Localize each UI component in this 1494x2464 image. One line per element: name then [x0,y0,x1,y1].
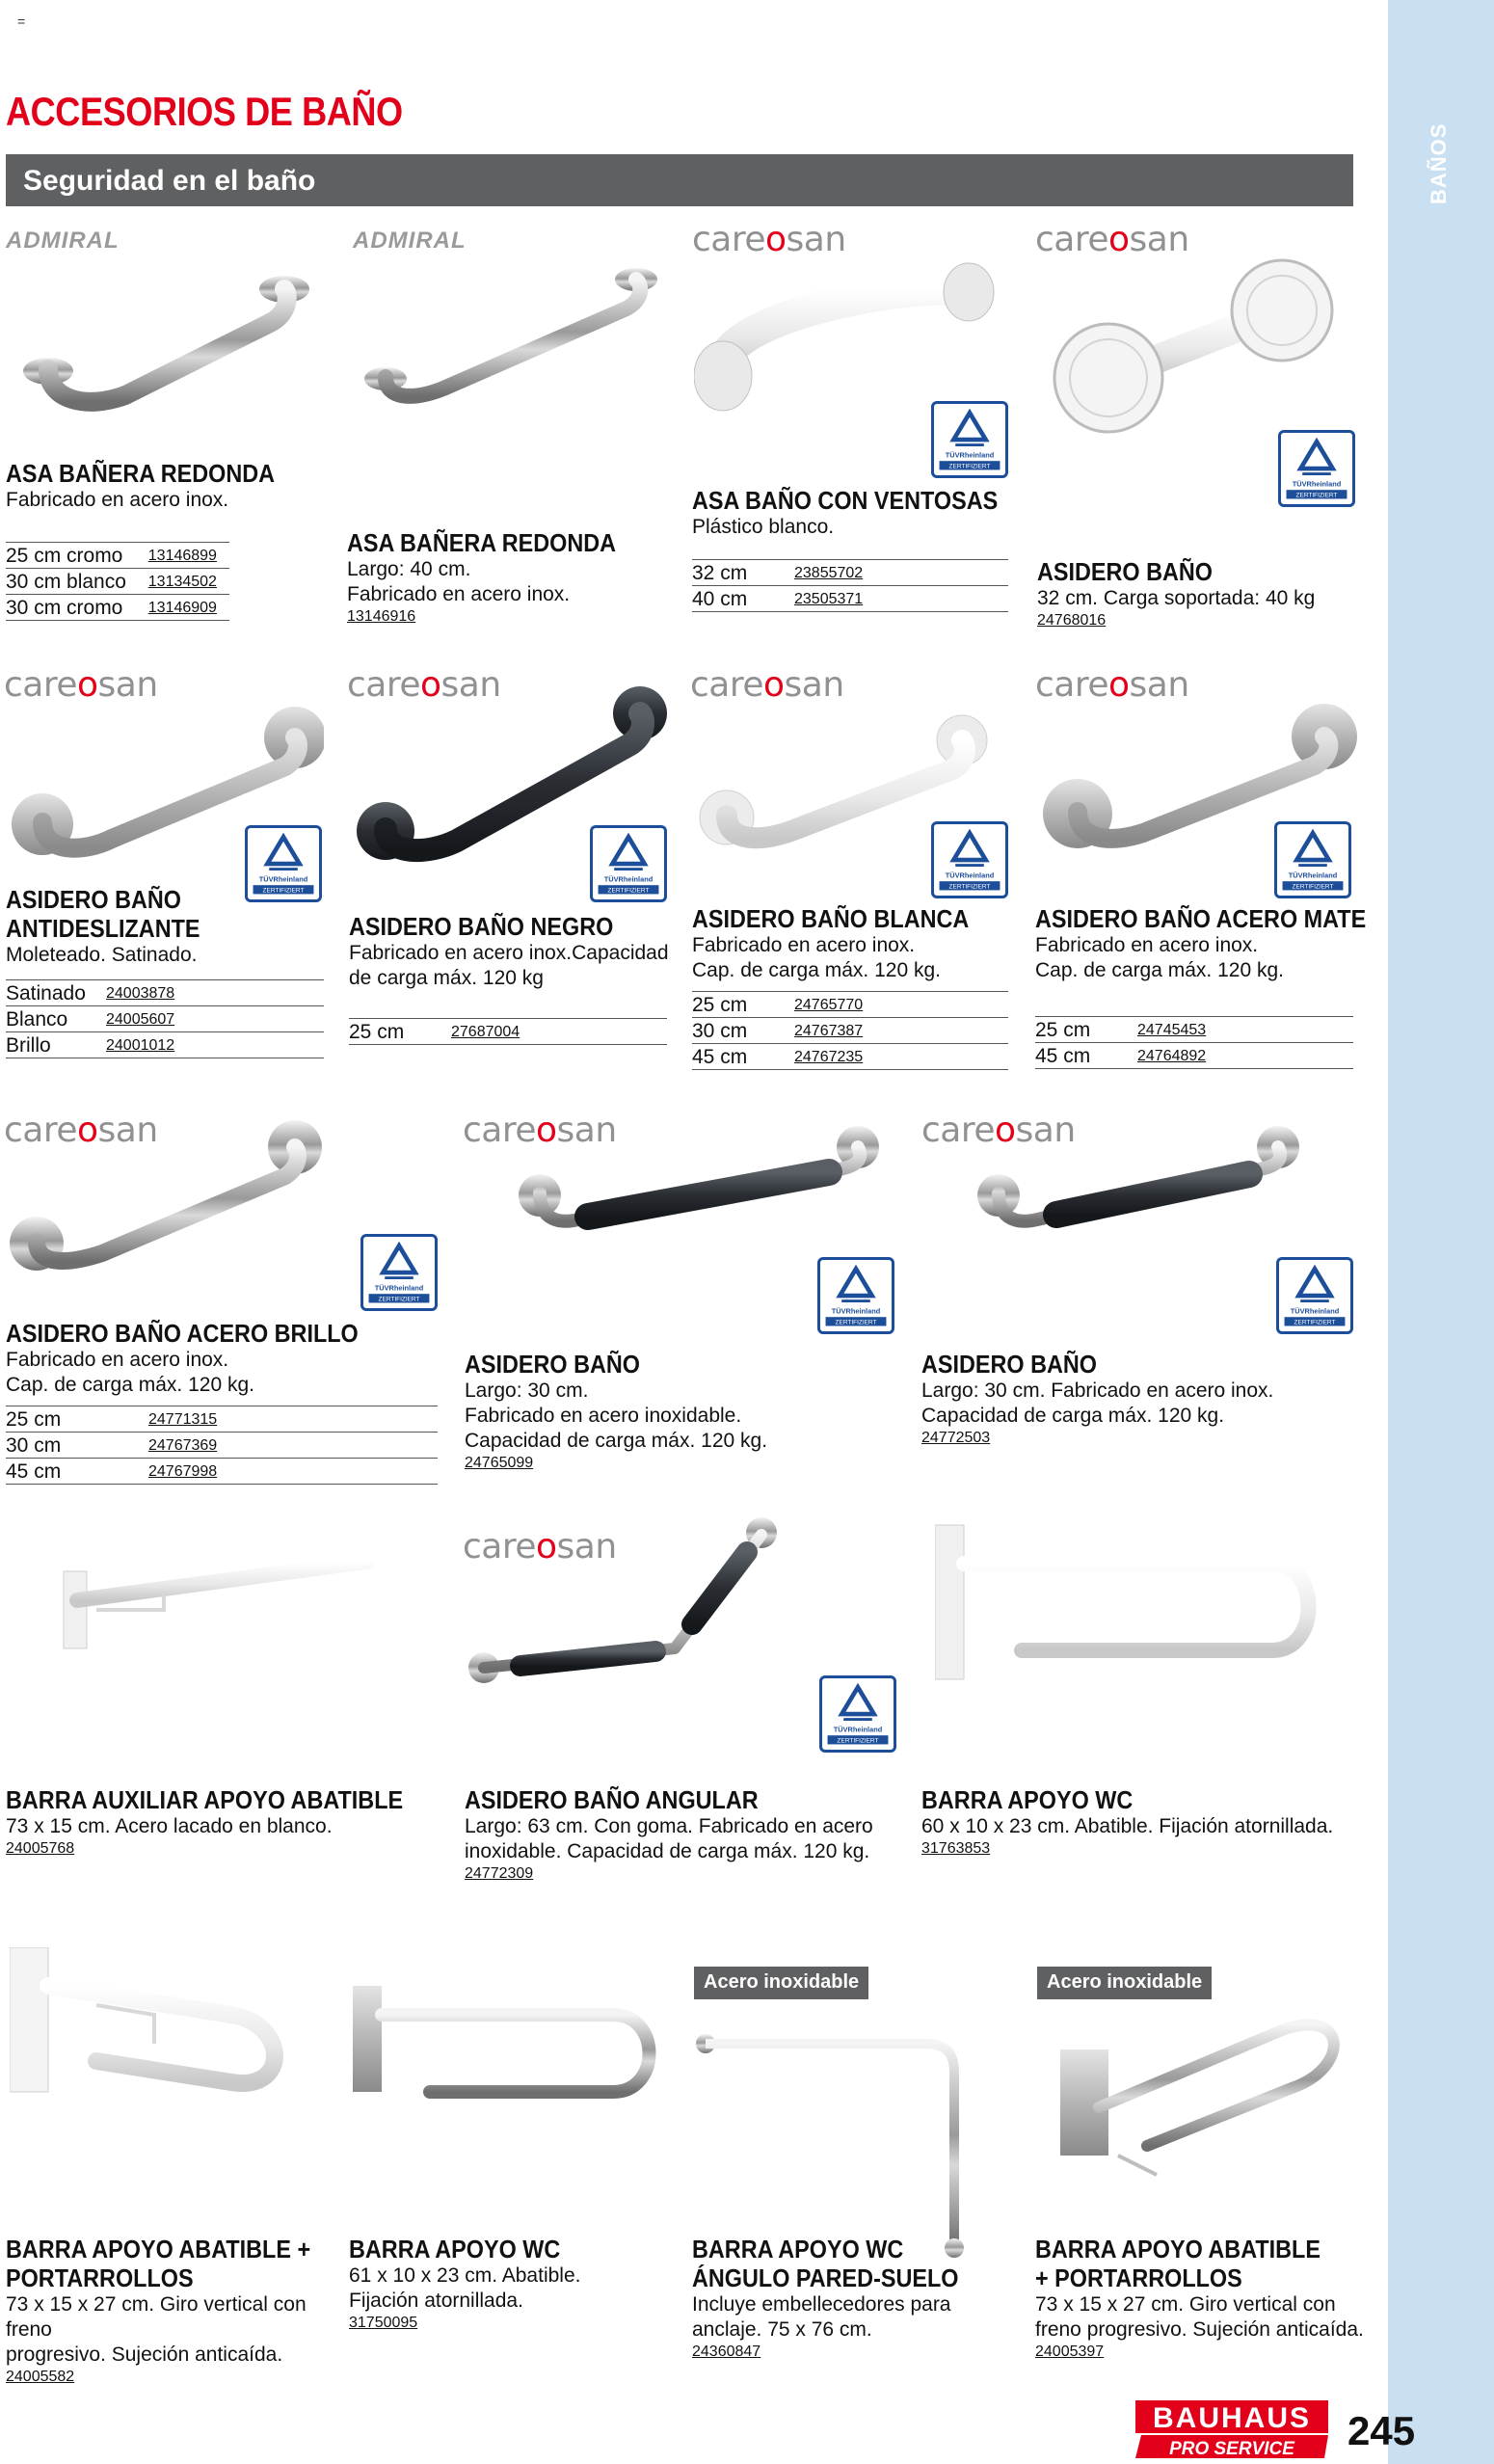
rubber-grip-bar-image [970,1118,1374,1263]
svg-text:ZERTIFIZIERT: ZERTIFIZIERT [1295,492,1338,499]
product-description: Fabricado en acero inox. [6,489,229,511]
product-description: inoxidable. Capacidad de carga máx. 120 kg. [465,1840,870,1862]
angular-grab-bar-image [463,1513,790,1706]
tuv-certification-badge [1274,821,1351,898]
product-description: Fabricado en acero inox. [692,934,916,956]
product-title: + PORTARROLLOS [1035,2263,1242,2292]
side-tab [1388,0,1494,2464]
careosan-logo: careosan [4,665,158,705]
grab-bar-image [6,1118,324,1282]
product-description: Largo: 63 cm. Con goma. Fabricado en acero [465,1815,873,1837]
product-title: ASIDERO BAÑO [465,1350,641,1379]
product-description: Capacidad de carga máx. 120 kg. [465,1430,768,1452]
product-title: BARRA APOYO ABATIBLE + [6,2235,311,2263]
product-code: 24360847 [692,2343,761,2360]
svg-text:TÜVRheinland: TÜVRheinland [1290,1306,1340,1316]
product-title: ÁNGULO PARED-SUELO [692,2263,959,2292]
careosan-logo: careosan [921,1111,1076,1150]
product-description: 73 x 15 x 27 cm. Giro vertical con freno [6,2293,307,2341]
bath-handle-image [10,255,318,429]
material-badge: Acero inoxidable [694,1967,868,1999]
product-card [692,904,1020,1070]
svg-text:ZERTIFIZIERT: ZERTIFIZIERT [948,883,991,891]
product-description: Moleteado. Satinado. [6,944,198,966]
product-title: ASIDERO BAÑO ACERO MATE [1035,904,1367,933]
product-description: freno progresivo. Sujeción anticaída. [1035,2318,1364,2341]
suction-handle-image [694,255,1002,419]
svg-text:TÜVRheinland: TÜVRheinland [374,1283,424,1293]
product-title: PORTARROLLOS [6,2263,194,2292]
product-description: progresivo. Sujeción anticaída. [6,2343,283,2366]
bauhaus-pro-service-logo [1135,2400,1328,2458]
variant-table: 32 cm 23855702 40 cm 23505371 [692,559,1008,612]
product-title: BARRA APOYO ABATIBLE [1035,2235,1321,2263]
product-card [465,1350,908,1473]
product-title: BARRA APOYO WC [921,1785,1134,1814]
product-description: 73 x 15 cm. Acero lacado en blanco. [6,1815,333,1837]
product-card [692,486,1020,612]
product-description: de carga máx. 120 kg [349,967,544,989]
svg-text:BAUHAUS: BAUHAUS [1153,2402,1311,2434]
bath-handle-image [357,255,665,429]
product-title: ASIDERO BAÑO [6,885,182,914]
product-title: ASIDERO BAÑO ACERO BRILLO [6,1319,359,1348]
variant-table: 25 cm 27687004 [349,1018,667,1045]
product-description: Fabricado en acero inox. [1035,934,1259,956]
section-header [6,154,1353,206]
section-title: Seguridad en el baño [23,165,316,197]
product-description: Plástico blanco. [692,516,835,538]
folding-support-bar-image [10,1947,328,2130]
folding-support-bar-image [58,1533,386,1677]
product-code: 24772309 [465,1865,534,1882]
product-title: ANTIDESLIZANTE [6,914,200,943]
careosan-logo: careosan [347,665,501,705]
product-card [1037,557,1365,630]
svg-text:TÜVRheinland: TÜVRheinland [831,1306,881,1316]
product-code: 24765099 [465,1455,534,1471]
rubber-grip-bar-image [511,1118,916,1263]
svg-text:ZERTIFIZIERT: ZERTIFIZIERT [1294,1319,1336,1326]
careosan-logo: careosan [692,220,846,259]
tuv-certification-badge [931,821,1008,898]
variant-table: 25 cm cromo 13146899 30 cm blanco 13134502 30 cm cromo 13146909 [6,542,229,621]
careosan-logo: careosan [463,1527,617,1567]
svg-text:TÜVRheinland: TÜVRheinland [945,870,995,880]
svg-text:ZERTIFIZIERT: ZERTIFIZIERT [607,887,650,895]
product-title: ASIDERO BAÑO ANGULAR [465,1785,759,1814]
careosan-logo: careosan [690,665,844,705]
product-title: ASA BAÑO CON VENTOSAS [692,486,999,515]
svg-text:TÜVRheinland: TÜVRheinland [1288,870,1338,880]
product-card [1035,904,1367,1069]
svg-text:ZERTIFIZIERT: ZERTIFIZIERT [835,1319,877,1326]
product-card [921,1350,1365,1448]
page-title: ACCESORIOS DE BAÑO [6,89,403,134]
svg-text:ZERTIFIZIERT: ZERTIFIZIERT [1292,883,1334,891]
product-description: 73 x 15 x 27 cm. Giro vertical con [1035,2293,1336,2316]
angle-support-bar-image [694,2015,983,2265]
svg-text:TÜVRheinland: TÜVRheinland [258,874,308,884]
page-number: 245 [1347,2408,1416,2453]
product-code: 24005582 [6,2369,75,2385]
product-card [6,885,333,1058]
side-tab-label: BAÑOS [1427,122,1451,205]
svg-text:ZERTIFIZIERT: ZERTIFIZIERT [262,887,305,895]
product-description: 32 cm. Carga soportada: 40 kg [1037,587,1316,609]
product-title: ASIDERO BAÑO [921,1350,1098,1379]
admiral-logo: ADMIRAL [6,228,120,254]
svg-text:ZERTIFIZIERT: ZERTIFIZIERT [837,1737,879,1745]
product-code: 24768016 [1037,612,1107,629]
tuv-certification-badge [931,401,1008,478]
product-description: Largo: 30 cm. [465,1379,589,1402]
product-description: 60 x 10 x 23 cm. Abatible. Fijación atornillada. [921,1815,1334,1837]
product-title: ASA BAÑERA REDONDA [347,528,617,557]
suction-handle-image [1051,253,1359,436]
product-code: 13146916 [347,608,416,625]
folding-support-bar-image [1041,2011,1359,2194]
variant-table: Satinado 24003878 Blanco 24005607 Brillo 24001012 [6,979,324,1058]
svg-text:TÜVRheinland: TÜVRheinland [945,450,995,460]
product-title: ASIDERO BAÑO NEGRO [349,912,614,941]
tuv-certification-badge [590,825,667,902]
product-card [6,1319,449,1485]
tuv-certification-badge [360,1234,438,1311]
product-description: Fabricado en acero inox. [347,583,571,605]
careosan-logo: careosan [1035,665,1189,705]
svg-text:ZERTIFIZIERT: ZERTIFIZIERT [378,1296,420,1303]
material-badge: Acero inoxidable [1037,1967,1212,1999]
svg-text:TÜVRheinland: TÜVRheinland [833,1725,883,1734]
product-title: ASIDERO BAÑO BLANCA [692,904,970,933]
admiral-logo: ADMIRAL [353,228,467,254]
tuv-certification-badge [1276,1257,1353,1334]
product-card [692,2235,1039,2362]
product-description: Fabricado en acero inoxidable. [465,1405,742,1427]
product-description: Largo: 40 cm. [347,558,471,580]
product-code: 24005397 [1035,2343,1105,2360]
product-description: 61 x 10 x 23 cm. Abatible. [349,2264,581,2287]
product-description: Capacidad de carga máx. 120 kg. [921,1405,1225,1427]
wc-support-bar-image [935,1515,1340,1699]
product-card [465,1785,908,1884]
product-code: 31750095 [349,2315,418,2331]
product-description: Largo: 30 cm. Fabricado en acero inox. [921,1379,1274,1402]
tuv-certification-badge [1278,430,1355,507]
product-card [1035,2235,1382,2362]
product-card [347,528,675,627]
variant-table: 25 cm 24745453 45 cm 24764892 [1035,1016,1353,1069]
product-card [6,2235,353,2387]
product-description: Cap. de carga máx. 120 kg. [6,1374,254,1396]
product-card [349,2235,696,2333]
svg-text:ZERTIFIZIERT: ZERTIFIZIERT [948,463,991,470]
careosan-logo: careosan [463,1111,617,1150]
product-title: BARRA APOYO WC [349,2235,561,2263]
product-description: Cap. de carga máx. 120 kg. [1035,959,1284,981]
svg-text:TÜVRheinland: TÜVRheinland [603,874,654,884]
product-description: anclaje. 75 x 76 cm. [692,2318,872,2341]
product-card [6,1785,449,1859]
variant-table: 25 cm 24771315 30 cm 24767369 45 cm 24767998 [6,1406,438,1485]
product-title: ASIDERO BAÑO [1037,557,1214,586]
product-code: 24005768 [6,1840,75,1857]
careosan-logo: careosan [1035,220,1189,259]
tuv-certification-badge [817,1257,894,1334]
svg-text:PRO SERVICE: PRO SERVICE [1169,2439,1294,2458]
product-description: Fabricado en acero inox.Capacidad [349,942,669,964]
svg-text:TÜVRheinland: TÜVRheinland [1292,479,1342,489]
product-title: ASA BAÑERA REDONDA [6,459,276,488]
product-description: Fijación atornillada. [349,2290,523,2312]
product-card [921,1785,1365,1859]
product-code: 24772503 [921,1430,991,1446]
careosan-logo: careosan [4,1111,158,1150]
product-description: Cap. de carga máx. 120 kg. [692,959,941,981]
wc-support-bar-image [353,1967,671,2121]
product-card [349,912,677,1045]
product-card [6,459,343,621]
product-code: 31763853 [921,1840,991,1857]
variant-table: 25 cm 24765770 30 cm 24767387 45 cm 24767235 [692,991,1008,1070]
tuv-certification-badge [819,1675,896,1753]
product-title: BARRA AUXILIAR APOYO ABATIBLE [6,1785,404,1814]
product-description: Incluye embellecedores para [692,2293,951,2316]
product-title: BARRA APOYO WC [692,2235,904,2263]
page-mark: = [17,13,26,29]
product-description: Fabricado en acero inox. [6,1349,229,1371]
